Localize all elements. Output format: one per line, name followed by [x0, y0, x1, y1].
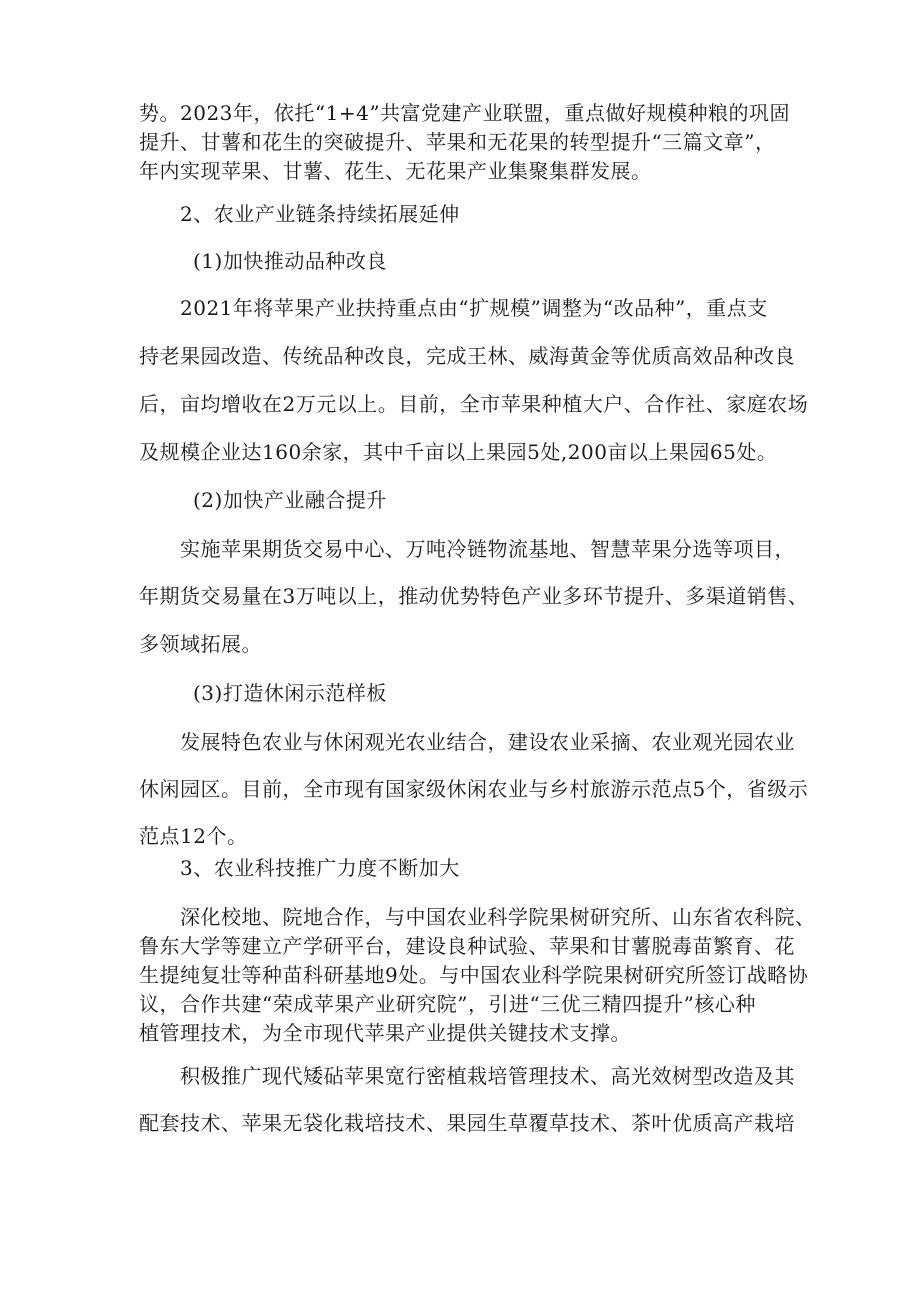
paragraph-line: 深化校地、院地合作，与中国农业科学院果树研究所、山东省农科院、 [180, 905, 816, 929]
paragraph-line: 休闲园区。目前，全市现有国家级休闲农业与乡村旅游示范点5个，省级示 [139, 777, 809, 801]
paragraph-line: 年内实现苹果、甘薯、花生、无花果产业集聚集群发展。 [139, 159, 652, 183]
subsection-heading: (3)打造休闲示范样板 [193, 681, 387, 705]
paragraph-line: 鲁东大学等建立产学研平台，建设良种试验、苹果和甘薯脱毒苗繁育、花 [139, 934, 795, 958]
paragraph-line: 配套技术、苹果无袋化栽培技术、果园生草覆草技术、茶叶优质高产栽培 [139, 1111, 795, 1135]
paragraph-line: 年期货交易量在3万吨以上，推动优势特色产业多环节提升、多渠道销售、 [139, 584, 809, 608]
paragraph-line: 发展特色农业与休闲观光农业结合，建设农业采摘、农业观光园农业 [180, 730, 795, 754]
paragraph-line: 多领域拓展。 [139, 632, 262, 656]
paragraph-line: 及规模企业达160余家，其中千亩以上果园5处,200亩以上果园65处。 [139, 440, 778, 464]
paragraph-line: 后，亩均增收在2万元以上。目前，全市苹果种植大户、合作社、家庭农场 [139, 392, 809, 416]
paragraph-line: 持老果园改造、传统品种改良，完成王林、威海黄金等优质高效品种改良 [139, 344, 795, 368]
paragraph-line: 范点12个。 [139, 824, 248, 848]
subsection-heading: (1)加快推动品种改良 [193, 249, 387, 273]
paragraph-line: 积极推广现代矮砧苹果宽行密植栽培管理技术、高光效树型改造及其 [180, 1064, 795, 1088]
section-heading: 2、农业产业链条持续拓展延伸 [180, 202, 460, 226]
paragraph-line: 提升、甘薯和花生的突破提升、苹果和无花果的转型提升“三篇文章”， [139, 130, 776, 154]
paragraph-line: 实施苹果期货交易中心、万吨冷链物流基地、智慧苹果分选等项目， [180, 537, 795, 561]
paragraph-line: 2021年将苹果产业扶持重点由“扩规模”调整为“改品种”，重点支 [180, 296, 768, 320]
subsection-heading: (2)加快产业融合提升 [193, 488, 387, 512]
paragraph-line: 议，合作共建“荣成苹果产业研究院”，引进“三优三精四提升”核心种 [139, 992, 756, 1016]
paragraph-line: 势。2023年，依托“1+4”共富党建产业联盟，重点做好规模种粮的巩固 [139, 101, 791, 125]
paragraph-line: 植管理技术，为全市现代苹果产业提供关键技术支撑。 [139, 1021, 631, 1045]
section-heading: 3、农业科技推广力度不断加大 [180, 856, 460, 880]
paragraph-line: 生提纯复壮等种苗科研基地9处。与中国农业科学院果树研究所签订战略协 [139, 963, 809, 987]
